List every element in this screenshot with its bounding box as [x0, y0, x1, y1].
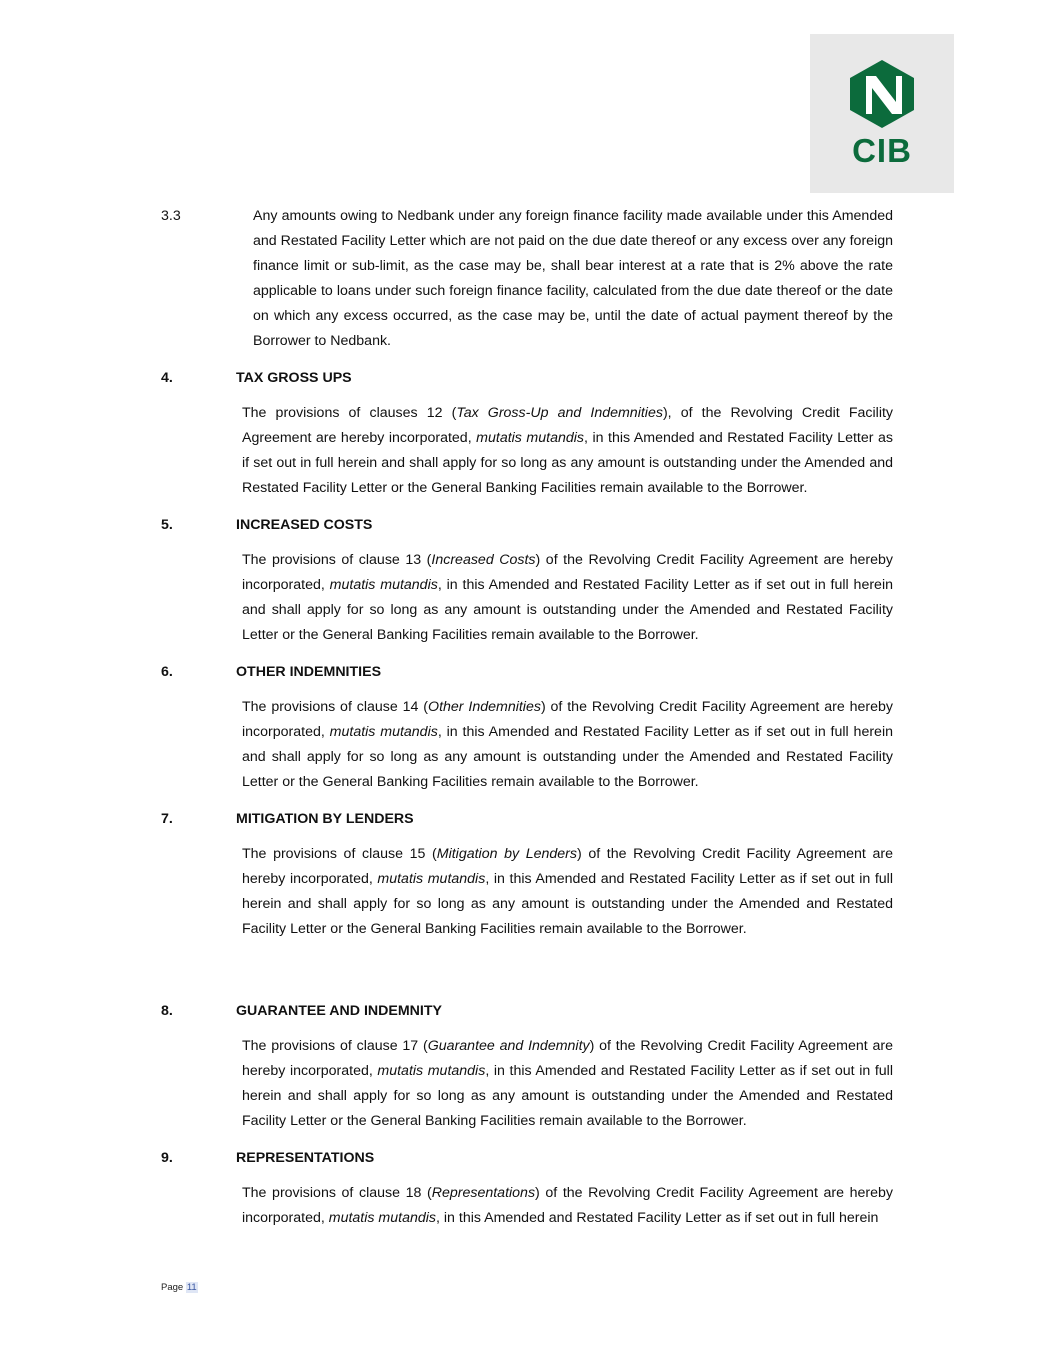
- text-run: ) of the Revolving Credit Facility Agreement are hereby incorporated,: [242, 846, 893, 887]
- section-8: [161, 999, 893, 1134]
- section-heading: [161, 513, 893, 538]
- section-number: 9.: [161, 1150, 173, 1166]
- text-run: , in this Amended and Restated Facility Letter as if set out in full herein: [436, 1210, 879, 1226]
- text-run: , in this Amended and Restated Facility Letter as if set out in full herein and shall apply for so long as any amount is outstanding under the Amended and Restated Facility Letter or the General Banking Facilities remain available to the Borrower.: [242, 1063, 893, 1129]
- text-run: ) of the Revolving Credit Facility Agreement are hereby incorporated,: [242, 1038, 893, 1079]
- text-run: The provisions of clause 17 (: [242, 1038, 428, 1054]
- section-5: [161, 513, 893, 648]
- text-run: The provisions of clause 18 (: [242, 1185, 432, 1201]
- section-paragraph: [242, 842, 893, 942]
- section-title: MITIGATION BY LENDERS: [236, 811, 414, 827]
- section-4: [161, 366, 893, 501]
- italic-term: mutatis mutandis: [476, 430, 584, 446]
- section-heading: [161, 1146, 893, 1171]
- section-number: 4.: [161, 370, 173, 386]
- section-9: [161, 1146, 893, 1231]
- text-run: , in this Amended and Restated Facility Letter as if set out in full herein and shall apply for so long as any amount is outstanding under the Amended and Restated Facility Letter or the General Banking Facilities remain available to the Borrower.: [242, 871, 893, 937]
- section-paragraph: [242, 548, 893, 648]
- section-title: TAX GROSS UPS: [236, 370, 352, 386]
- italic-term: Other Indemnities: [428, 699, 541, 715]
- text-run: , in this Amended and Restated Facility Letter as if set out in full herein and shall apply for so long as any amount is outstanding under the Amended and Restated Facility Letter or the General Banking Facilities remain available to the Borrower.: [242, 430, 893, 496]
- italic-term: Mitigation by Lenders: [436, 846, 577, 862]
- section-number: 7.: [161, 811, 173, 827]
- clause-text: Any amounts owing to Nedbank under any foreign finance facility made available under this Amended and Restated Facility Letter which are not paid on the due date thereof or any excess over any foreign finance limit or sub-limit, as the case may be, shall bear interest at a rate that is 2% above the rate applicable to loans under such foreign finance facility, calculated from the due date thereof or the date on which any excess occurred, as the case may be, until the date of actual payment thereof by the Borrower to Nedbank.: [253, 208, 893, 349]
- section-paragraph: [242, 1034, 893, 1134]
- section-6: [161, 660, 893, 795]
- section-title: INCREASED COSTS: [236, 517, 373, 533]
- italic-term: Guarantee and Indemnity: [427, 1038, 590, 1054]
- text-run: ), of the Revolving Credit Facility Agreement are hereby incorporated,: [242, 405, 894, 446]
- clause-number: 3.3: [161, 208, 181, 224]
- section-paragraph: [242, 401, 893, 501]
- italic-term: Increased Costs: [431, 552, 536, 568]
- section-7: [161, 807, 893, 942]
- section-paragraph: [242, 695, 893, 795]
- section-number: 6.: [161, 664, 173, 680]
- clause-3-3: [161, 204, 893, 354]
- section-number: 8.: [161, 1003, 173, 1019]
- section-heading: [161, 999, 893, 1024]
- text-run: , in this Amended and Restated Facility Letter as if set out in full herein and shall apply for so long as any amount is outstanding under the Amended and Restated Facility Letter or the General Banking Facilities remain available to the Borrower.: [242, 724, 893, 790]
- page-label: Page: [161, 1282, 184, 1293]
- text-run: The provisions of clause 15 (: [242, 846, 437, 862]
- section-number: 5.: [161, 517, 173, 533]
- logo-text: CIB: [852, 132, 912, 169]
- section-heading: [161, 366, 893, 391]
- italic-term: mutatis mutandis: [377, 1063, 486, 1079]
- text-run: The provisions of clauses 12 (: [242, 405, 457, 421]
- section-heading: [161, 660, 893, 685]
- nedbank-n-icon: [846, 58, 918, 130]
- italic-term: mutatis mutandis: [329, 577, 438, 593]
- italic-term: mutatis mutandis: [329, 724, 438, 740]
- section-title: REPRESENTATIONS: [236, 1150, 375, 1166]
- document-body: [161, 204, 893, 1231]
- text-run: The provisions of clause 13 (: [242, 552, 432, 568]
- text-run: ) of the Revolving Credit Facility Agreement are hereby incorporated,: [242, 699, 893, 740]
- spacer: [161, 942, 893, 987]
- text-run: ) of the Revolving Credit Facility Agreement are hereby incorporated,: [242, 552, 893, 593]
- section-title: OTHER INDEMNITIES: [236, 664, 382, 680]
- section-paragraph: [242, 1181, 893, 1231]
- text-run: The provisions of clause 14 (: [242, 699, 429, 715]
- italic-term: Representations: [431, 1185, 536, 1201]
- page-number: 11: [186, 1282, 197, 1293]
- page-footer: [161, 1282, 198, 1293]
- italic-term: Tax Gross-Up and Indemnities: [456, 405, 663, 421]
- text-run: ) of the Revolving Credit Facility Agreement are hereby incorporated,: [242, 1185, 893, 1226]
- text-run: , in this Amended and Restated Facility Letter as if set out in full herein and shall apply for so long as any amount is outstanding under the Amended and Restated Facility Letter or the General Banking Facilities remain available to the Borrower.: [242, 577, 893, 643]
- section-title: GUARANTEE AND INDEMNITY: [236, 1003, 442, 1019]
- italic-term: mutatis mutandis: [328, 1210, 437, 1226]
- nedbank-cib-logo: [810, 34, 954, 193]
- italic-term: mutatis mutandis: [377, 871, 486, 887]
- section-heading: [161, 807, 893, 832]
